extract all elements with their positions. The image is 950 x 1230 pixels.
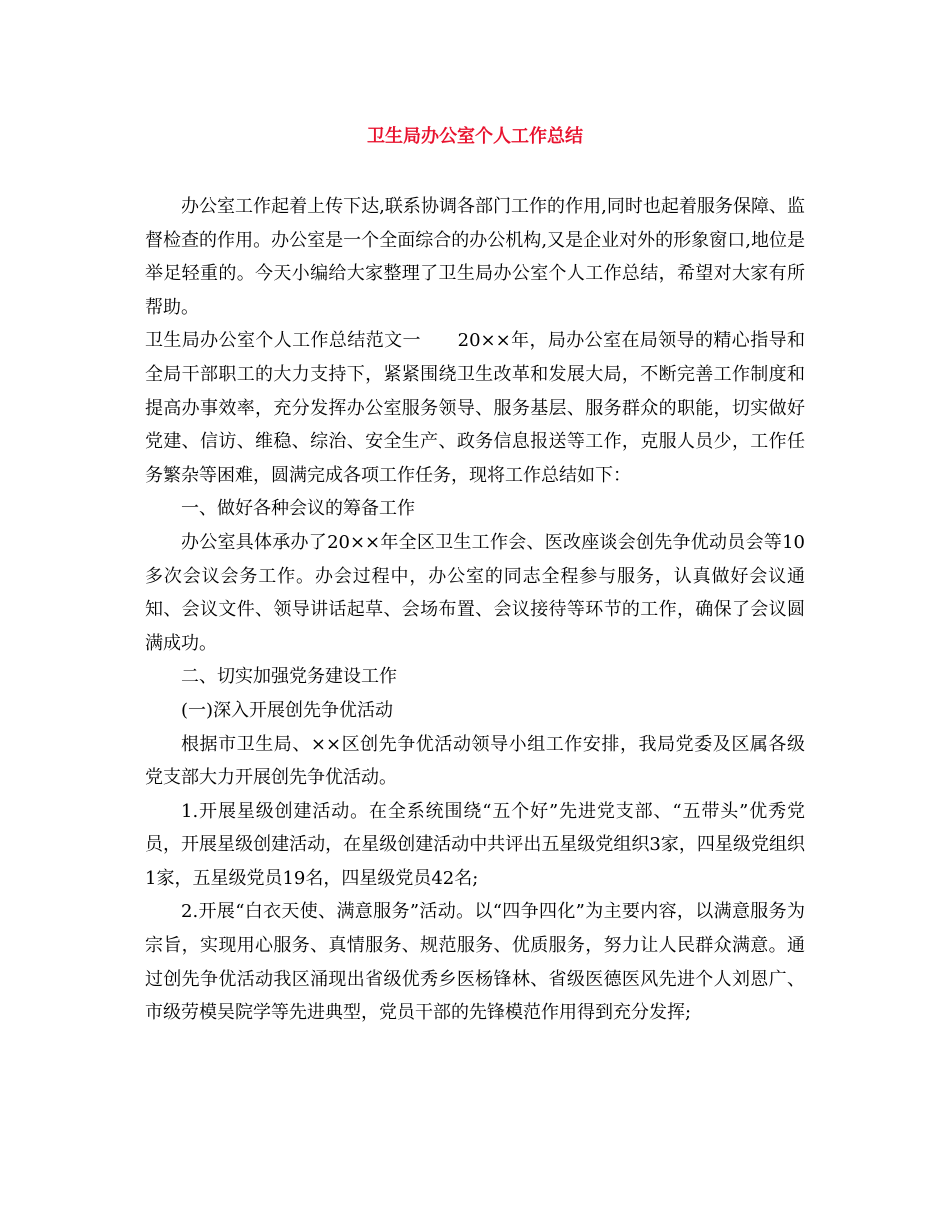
- paragraph: 2.开展“白衣天使、满意服务”活动。以“四争四化”为主要内容，以满意服务为宗旨，实现用心服务、真情服务、规范服务、优质服务，努力让人民群众满意。通过创先争优活动我区涌现出省级优秀乡医杨锋林、省级医德医风先进个人刘恩广、市级劳模吴院学等先进典型，党员干部的先锋模范作用得到充分发挥;: [145, 901, 805, 1024]
- paragraph: 根据市卫生局、××区创先争优活动领导小组工作安排，我局党委及区属各级党支部大力开展创先争优活动。: [145, 733, 805, 789]
- paragraph: 办公室工作起着上传下达,联系协调各部门工作的作用,同时也起着服务保障、监督检查的作用。办公室是一个全面综合的办公机构,又是企业对外的形象窗口,地位是举足轻重的。今天小编给大家整理了卫生局办公室个人工作总结，希望对大家有所帮助。: [145, 196, 805, 318]
- paragraph: 1.开展星级创建活动。在全系统围绕“五个好”先进党支部、“五带头”优秀党员，开展星级创建活动，在星级创建活动中共评出五星级党组织3家，四星级党组织1家，五星级党员19名，四星级党员42名;: [145, 800, 805, 889]
- document-body: [145, 190, 805, 1030]
- paragraph: (一)深入开展创先争优活动: [181, 699, 394, 721]
- paragraph: 二、切实加强党务建设工作: [181, 666, 397, 688]
- paragraph: 办公室具体承办了20××年全区卫生工作会、医改座谈会创先争优动员会等10多次会议会务工作。办会过程中，办公室的同志全程参与服务，认真做好会议通知、会议文件、领导讲话起草、会场布置、会议接待等环节的工作，确保了会议圆满成功。: [145, 531, 805, 654]
- paragraph: 卫生局办公室个人工作总结范文一 20××年，局办公室在局领导的精心指导和全局干部职工的大力支持下，紧紧围绕卫生改革和发展大局，不断完善工作制度和提高办事效率，充分发挥办公室服务领导、服务基层、服务群众的职能，切实做好党建、信访、维稳、综治、安全生产、政务信息报送等工作，克服人员少，工作任务繁杂等困难，圆满完成各项工作任务，现将工作总结如下：: [145, 330, 805, 486]
- paragraph: 一、做好各种会议的筹备工作: [181, 498, 415, 520]
- document-title: 卫生局办公室个人工作总结: [367, 126, 583, 147]
